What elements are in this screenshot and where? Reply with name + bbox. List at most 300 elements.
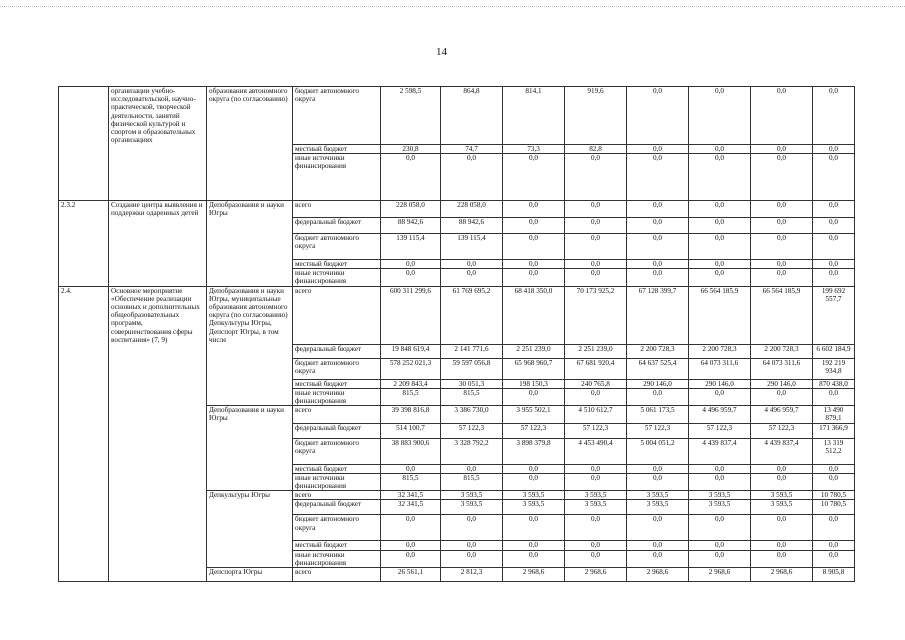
- amount-cell: 6 602 184,9: [813, 344, 855, 358]
- executor-cell: [207, 154, 293, 201]
- amount-cell: 2 251 239,0: [503, 344, 565, 358]
- amount-cell: 2 968,6: [689, 568, 751, 582]
- amount-cell: 57 122,3: [627, 423, 689, 438]
- amount-cell: 0,0: [689, 218, 751, 234]
- page-number: 14: [436, 46, 447, 58]
- funding-source-cell: федеральный бюджет: [293, 218, 381, 234]
- amount-cell: 0,0: [751, 269, 813, 286]
- measure-name-cell: [109, 144, 207, 153]
- executor-cell: Депкультуры Югры: [207, 491, 293, 500]
- number-cell: [59, 388, 109, 405]
- amount-cell: 0,0: [503, 464, 565, 473]
- amount-cell: 0,0: [751, 87, 813, 145]
- amount-cell: 514 100,7: [381, 423, 441, 438]
- number-cell: [59, 464, 109, 473]
- table-row: [59, 260, 855, 269]
- amount-cell: 0,0: [565, 154, 627, 201]
- amount-cell: 88 942,6: [381, 218, 441, 234]
- amount-cell: 0,0: [751, 218, 813, 234]
- amount-cell: 0,0: [813, 541, 855, 550]
- amount-cell: 0,0: [689, 550, 751, 567]
- table-row: [59, 541, 855, 550]
- executor-cell: [207, 269, 293, 286]
- amount-cell: 3 593,5: [751, 491, 813, 500]
- amount-cell: 39 398 816,8: [381, 406, 441, 423]
- amount-cell: 0,0: [627, 154, 689, 201]
- number-cell: [59, 541, 109, 550]
- amount-cell: 57 122,3: [441, 423, 503, 438]
- amount-cell: 0,0: [751, 154, 813, 201]
- amount-cell: 68 418 350,0: [503, 286, 565, 344]
- amount-cell: 0,0: [813, 550, 855, 567]
- amount-cell: 0,0: [381, 260, 441, 269]
- number-cell: [59, 144, 109, 153]
- amount-cell: 3 593,5: [503, 500, 565, 515]
- number-cell: [59, 154, 109, 201]
- table-row: [59, 464, 855, 473]
- amount-cell: 10 780,5: [813, 500, 855, 515]
- amount-cell: 290 146,0: [689, 379, 751, 388]
- table-row: [59, 201, 855, 218]
- measure-name-cell: [109, 154, 207, 201]
- amount-cell: 0,0: [627, 550, 689, 567]
- amount-cell: 0,0: [813, 154, 855, 201]
- amount-cell: 0,0: [565, 218, 627, 234]
- amount-cell: 0,0: [627, 87, 689, 145]
- amount-cell: 57 122,3: [565, 423, 627, 438]
- amount-cell: 0,0: [813, 269, 855, 286]
- table-row: [59, 269, 855, 286]
- executor-cell: Депобразования и науки Югры, муниципальные образования автономного округа (по согласованию) Депкультуры Югры, Депспорт Югры, в том числе: [207, 286, 293, 344]
- amount-cell: 139 115,4: [441, 234, 503, 260]
- executor-cell: [207, 218, 293, 234]
- table-row: [59, 500, 855, 515]
- measure-name-cell: [109, 388, 207, 405]
- funding-source-cell: всего: [293, 201, 381, 218]
- amount-cell: 30 051,3: [441, 379, 503, 388]
- amount-cell: 0,0: [441, 541, 503, 550]
- amount-cell: 3 593,5: [441, 500, 503, 515]
- funding-source-cell: местный бюджет: [293, 260, 381, 269]
- amount-cell: 0,0: [751, 515, 813, 541]
- amount-cell: 32 341,5: [381, 500, 441, 515]
- scan-edge-line: [0, 6, 905, 7]
- amount-cell: 0,0: [503, 234, 565, 260]
- amount-cell: 0,0: [503, 154, 565, 201]
- table-row: [59, 515, 855, 541]
- amount-cell: 0,0: [565, 269, 627, 286]
- amount-cell: 192 219 934,8: [813, 358, 855, 379]
- amount-cell: 2 812,3: [441, 568, 503, 582]
- measure-name-cell: [109, 358, 207, 379]
- amount-cell: 0,0: [689, 154, 751, 201]
- amount-cell: 2 968,6: [503, 568, 565, 582]
- amount-cell: 0,0: [503, 201, 565, 218]
- number-cell: [59, 234, 109, 260]
- amount-cell: 10 780,5: [813, 491, 855, 500]
- funding-source-cell: иные источники финансирования: [293, 388, 381, 405]
- table-row: [59, 234, 855, 260]
- amount-cell: 228 058,0: [381, 201, 441, 218]
- measure-name-cell: [109, 568, 207, 582]
- table-row: [59, 358, 855, 379]
- amount-cell: 0,0: [689, 541, 751, 550]
- executor-cell: Депспорта Югры: [207, 568, 293, 582]
- amount-cell: 0,0: [751, 473, 813, 490]
- executor-cell: [207, 379, 293, 388]
- amount-cell: 0,0: [627, 218, 689, 234]
- funding-source-cell: федеральный бюджет: [293, 423, 381, 438]
- amount-cell: 4 496 959,7: [689, 406, 751, 423]
- amount-cell: 0,0: [565, 234, 627, 260]
- amount-cell: 578 252 021,3: [381, 358, 441, 379]
- amount-cell: 0,0: [381, 154, 441, 201]
- amount-cell: 0,0: [381, 464, 441, 473]
- table-row: [59, 286, 855, 344]
- amount-cell: 8 905,8: [813, 568, 855, 582]
- amount-cell: 0,0: [813, 144, 855, 153]
- amount-cell: 240 765,8: [565, 379, 627, 388]
- amount-cell: 0,0: [813, 201, 855, 218]
- amount-cell: 4 510 612,7: [565, 406, 627, 423]
- amount-cell: 0,0: [503, 269, 565, 286]
- measure-name-cell: [109, 344, 207, 358]
- amount-cell: 0,0: [751, 144, 813, 153]
- number-cell: [59, 568, 109, 582]
- amount-cell: 0,0: [441, 550, 503, 567]
- amount-cell: 5 061 173,5: [627, 406, 689, 423]
- number-cell: [59, 260, 109, 269]
- amount-cell: 199 692 557,7: [813, 286, 855, 344]
- amount-cell: 67 681 920,4: [565, 358, 627, 379]
- amount-cell: 70 173 925,2: [565, 286, 627, 344]
- table-row: [59, 218, 855, 234]
- amount-cell: 66 564 185,9: [751, 286, 813, 344]
- amount-cell: 230,8: [381, 144, 441, 153]
- executor-cell: [207, 473, 293, 490]
- executor-cell: [207, 541, 293, 550]
- amount-cell: 3 593,5: [751, 500, 813, 515]
- amount-cell: 0,0: [751, 550, 813, 567]
- amount-cell: 0,0: [441, 260, 503, 269]
- funding-source-cell: иные источники финансирования: [293, 550, 381, 567]
- measure-name-cell: [109, 260, 207, 269]
- table-row: [59, 550, 855, 567]
- amount-cell: 815,5: [381, 473, 441, 490]
- executor-cell: [207, 464, 293, 473]
- amount-cell: 0,0: [627, 388, 689, 405]
- table-row: [59, 154, 855, 201]
- executor-cell: Депобразования и науки Югры: [207, 406, 293, 423]
- number-cell: [59, 269, 109, 286]
- amount-cell: 26 561,1: [381, 568, 441, 582]
- amount-cell: 2 598,5: [381, 87, 441, 145]
- amount-cell: 5 004 051,2: [627, 438, 689, 464]
- funding-source-cell: местный бюджет: [293, 379, 381, 388]
- executor-cell: [207, 515, 293, 541]
- amount-cell: 864,8: [441, 87, 503, 145]
- amount-cell: 0,0: [813, 473, 855, 490]
- measure-name-cell: Основное мероприятие «Обеспечение реализации основных и дополнительных общеобразовательных программ, совершенствования сферы воспитания» (7, 9): [109, 286, 207, 344]
- amount-cell: 65 968 960,7: [503, 358, 565, 379]
- amount-cell: 0,0: [627, 541, 689, 550]
- amount-cell: 0,0: [565, 541, 627, 550]
- amount-cell: 4 439 837,4: [689, 438, 751, 464]
- measure-name-cell: [109, 541, 207, 550]
- amount-cell: 0,0: [689, 87, 751, 145]
- funding-source-cell: всего: [293, 568, 381, 582]
- amount-cell: 3 898 379,8: [503, 438, 565, 464]
- amount-cell: 19 848 619,4: [381, 344, 441, 358]
- number-cell: [59, 438, 109, 464]
- amount-cell: 2 209 843,4: [381, 379, 441, 388]
- funding-source-cell: бюджет автономного округа: [293, 234, 381, 260]
- amount-cell: 3 593,5: [689, 500, 751, 515]
- amount-cell: 66 564 185,9: [689, 286, 751, 344]
- amount-cell: 0,0: [689, 234, 751, 260]
- funding-source-cell: местный бюджет: [293, 144, 381, 153]
- amount-cell: 0,0: [813, 87, 855, 145]
- executor-cell: [207, 423, 293, 438]
- table-row: [59, 406, 855, 423]
- amount-cell: 0,0: [381, 515, 441, 541]
- amount-cell: 13 319 512,2: [813, 438, 855, 464]
- table-row: [59, 473, 855, 490]
- amount-cell: 0,0: [627, 144, 689, 153]
- amount-cell: 0,0: [441, 464, 503, 473]
- number-cell: [59, 406, 109, 423]
- number-cell: [59, 550, 109, 567]
- amount-cell: 3 593,5: [503, 491, 565, 500]
- amount-cell: 3 593,5: [441, 491, 503, 500]
- amount-cell: 3 593,5: [565, 500, 627, 515]
- amount-cell: 88 942,6: [441, 218, 503, 234]
- amount-cell: 3 955 502,1: [503, 406, 565, 423]
- measure-name-cell: [109, 218, 207, 234]
- amount-cell: 3 593,5: [627, 491, 689, 500]
- table-row: [59, 568, 855, 582]
- amount-cell: 2 251 239,0: [565, 344, 627, 358]
- executor-cell: Депобразования и науки Югры: [207, 201, 293, 218]
- amount-cell: 0,0: [689, 473, 751, 490]
- funding-source-cell: федеральный бюджет: [293, 500, 381, 515]
- amount-cell: 0,0: [751, 464, 813, 473]
- funding-source-cell: иные источники финансирования: [293, 154, 381, 201]
- executor-cell: [207, 358, 293, 379]
- amount-cell: 290 146,0: [627, 379, 689, 388]
- measure-name-cell: [109, 550, 207, 567]
- funding-source-cell: всего: [293, 491, 381, 500]
- amount-cell: 3 593,5: [565, 491, 627, 500]
- amount-cell: 0,0: [813, 234, 855, 260]
- amount-cell: 0,0: [751, 388, 813, 405]
- measure-name-cell: [109, 406, 207, 423]
- amount-cell: 0,0: [381, 269, 441, 286]
- number-cell: [59, 218, 109, 234]
- amount-cell: 0,0: [813, 218, 855, 234]
- amount-cell: 67 128 399,7: [627, 286, 689, 344]
- amount-cell: 0,0: [503, 260, 565, 269]
- amount-cell: 2 200 728,3: [627, 344, 689, 358]
- amount-cell: 0,0: [689, 464, 751, 473]
- amount-cell: 0,0: [813, 388, 855, 405]
- amount-cell: 0,0: [503, 388, 565, 405]
- measure-name-cell: [109, 473, 207, 490]
- measure-name-cell: [109, 269, 207, 286]
- amount-cell: 73,3: [503, 144, 565, 153]
- amount-cell: 171 366,9: [813, 423, 855, 438]
- funding-source-cell: иные источники финансирования: [293, 473, 381, 490]
- amount-cell: 0,0: [813, 515, 855, 541]
- amount-cell: 0,0: [565, 515, 627, 541]
- table-row: [59, 344, 855, 358]
- number-cell: [59, 515, 109, 541]
- amount-cell: 198 150,3: [503, 379, 565, 388]
- measure-name-cell: Создание центра выявления и поддержки одаренных детей: [109, 201, 207, 218]
- amount-cell: 64 073 311,6: [751, 358, 813, 379]
- amount-cell: 814,1: [503, 87, 565, 145]
- amount-cell: 2 968,6: [751, 568, 813, 582]
- amount-cell: 0,0: [441, 154, 503, 201]
- amount-cell: 0,0: [565, 473, 627, 490]
- amount-cell: 0,0: [627, 201, 689, 218]
- amount-cell: 815,5: [381, 388, 441, 405]
- measure-name-cell: [109, 500, 207, 515]
- amount-cell: 57 122,3: [503, 423, 565, 438]
- amount-cell: 74,7: [441, 144, 503, 153]
- amount-cell: 0,0: [813, 464, 855, 473]
- funding-source-cell: федеральный бюджет: [293, 344, 381, 358]
- funding-source-cell: местный бюджет: [293, 541, 381, 550]
- amount-cell: 0,0: [627, 269, 689, 286]
- amount-cell: 4 453 490,4: [565, 438, 627, 464]
- amount-cell: 2 968,6: [627, 568, 689, 582]
- number-cell: [59, 491, 109, 500]
- amount-cell: 139 115,4: [381, 234, 441, 260]
- amount-cell: 0,0: [751, 234, 813, 260]
- amount-cell: 0,0: [565, 388, 627, 405]
- executor-cell: [207, 438, 293, 464]
- amount-cell: 0,0: [565, 464, 627, 473]
- amount-cell: 4 439 837,4: [751, 438, 813, 464]
- amount-cell: 2 141 771,6: [441, 344, 503, 358]
- amount-cell: 290 146,0: [751, 379, 813, 388]
- amount-cell: 0,0: [627, 515, 689, 541]
- financing-table: [58, 86, 855, 582]
- amount-cell: 0,0: [441, 269, 503, 286]
- amount-cell: 0,0: [381, 541, 441, 550]
- executor-cell: [207, 260, 293, 269]
- amount-cell: 0,0: [689, 388, 751, 405]
- amount-cell: 0,0: [813, 260, 855, 269]
- number-cell: 2.3.2: [59, 201, 109, 218]
- amount-cell: 61 769 695,2: [441, 286, 503, 344]
- funding-source-cell: иные источники финансирования: [293, 269, 381, 286]
- table-row: [59, 388, 855, 405]
- measure-name-cell: [109, 515, 207, 541]
- table-row: [59, 438, 855, 464]
- funding-source-cell: бюджет автономного округа: [293, 438, 381, 464]
- amount-cell: 0,0: [565, 550, 627, 567]
- funding-source-cell: всего: [293, 406, 381, 423]
- amount-cell: 3 328 792,2: [441, 438, 503, 464]
- executor-cell: [207, 144, 293, 153]
- amount-cell: 57 122,3: [689, 423, 751, 438]
- table-row: [59, 379, 855, 388]
- amount-cell: 0,0: [627, 234, 689, 260]
- amount-cell: 0,0: [627, 260, 689, 269]
- amount-cell: 59 597 056,8: [441, 358, 503, 379]
- amount-cell: 0,0: [751, 541, 813, 550]
- amount-cell: 0,0: [627, 473, 689, 490]
- funding-source-cell: бюджет автономного округа: [293, 515, 381, 541]
- funding-source-cell: всего: [293, 286, 381, 344]
- measure-name-cell: [109, 234, 207, 260]
- amount-cell: 0,0: [441, 515, 503, 541]
- amount-cell: 0,0: [689, 515, 751, 541]
- amount-cell: 0,0: [503, 218, 565, 234]
- amount-cell: 919,6: [565, 87, 627, 145]
- amount-cell: 2 200 728,3: [689, 344, 751, 358]
- amount-cell: 3 593,5: [627, 500, 689, 515]
- number-cell: [59, 500, 109, 515]
- executor-cell: [207, 550, 293, 567]
- amount-cell: 2 968,6: [565, 568, 627, 582]
- amount-cell: 0,0: [627, 464, 689, 473]
- table-row: [59, 491, 855, 500]
- table-row: [59, 423, 855, 438]
- funding-source-cell: бюджет автономного округа: [293, 358, 381, 379]
- number-cell: [59, 379, 109, 388]
- measure-name-cell: [109, 423, 207, 438]
- executor-cell: [207, 500, 293, 515]
- amount-cell: 64 637 525,4: [627, 358, 689, 379]
- amount-cell: 815,5: [441, 388, 503, 405]
- amount-cell: 4 496 959,7: [751, 406, 813, 423]
- measure-name-cell: [109, 379, 207, 388]
- amount-cell: 32 341,5: [381, 491, 441, 500]
- amount-cell: 0,0: [689, 201, 751, 218]
- table-row: [59, 144, 855, 153]
- amount-cell: 0,0: [751, 260, 813, 269]
- amount-cell: 0,0: [565, 260, 627, 269]
- amount-cell: 3 593,5: [689, 491, 751, 500]
- amount-cell: 0,0: [751, 201, 813, 218]
- amount-cell: 3 386 730,0: [441, 406, 503, 423]
- number-cell: [59, 423, 109, 438]
- number-cell: [59, 473, 109, 490]
- executor-cell: [207, 234, 293, 260]
- amount-cell: 2 200 728,3: [751, 344, 813, 358]
- amount-cell: 0,0: [689, 144, 751, 153]
- measure-name-cell: организации учебно-исследовательской, научно-практической, творческой деятельности, занятий физической культурой и спортом в образовательных организациях: [109, 87, 207, 145]
- amount-cell: 0,0: [565, 201, 627, 218]
- amount-cell: 600 311 299,6: [381, 286, 441, 344]
- amount-cell: 0,0: [689, 260, 751, 269]
- amount-cell: 0,0: [503, 515, 565, 541]
- number-cell: [59, 358, 109, 379]
- amount-cell: 228 058,0: [441, 201, 503, 218]
- funding-source-cell: местный бюджет: [293, 464, 381, 473]
- executor-cell: [207, 344, 293, 358]
- amount-cell: 870 438,0: [813, 379, 855, 388]
- amount-cell: 815,5: [441, 473, 503, 490]
- amount-cell: 0,0: [503, 541, 565, 550]
- number-cell: 2.4.: [59, 286, 109, 344]
- amount-cell: 0,0: [381, 550, 441, 567]
- table-row: [59, 87, 855, 145]
- executor-cell: [207, 388, 293, 405]
